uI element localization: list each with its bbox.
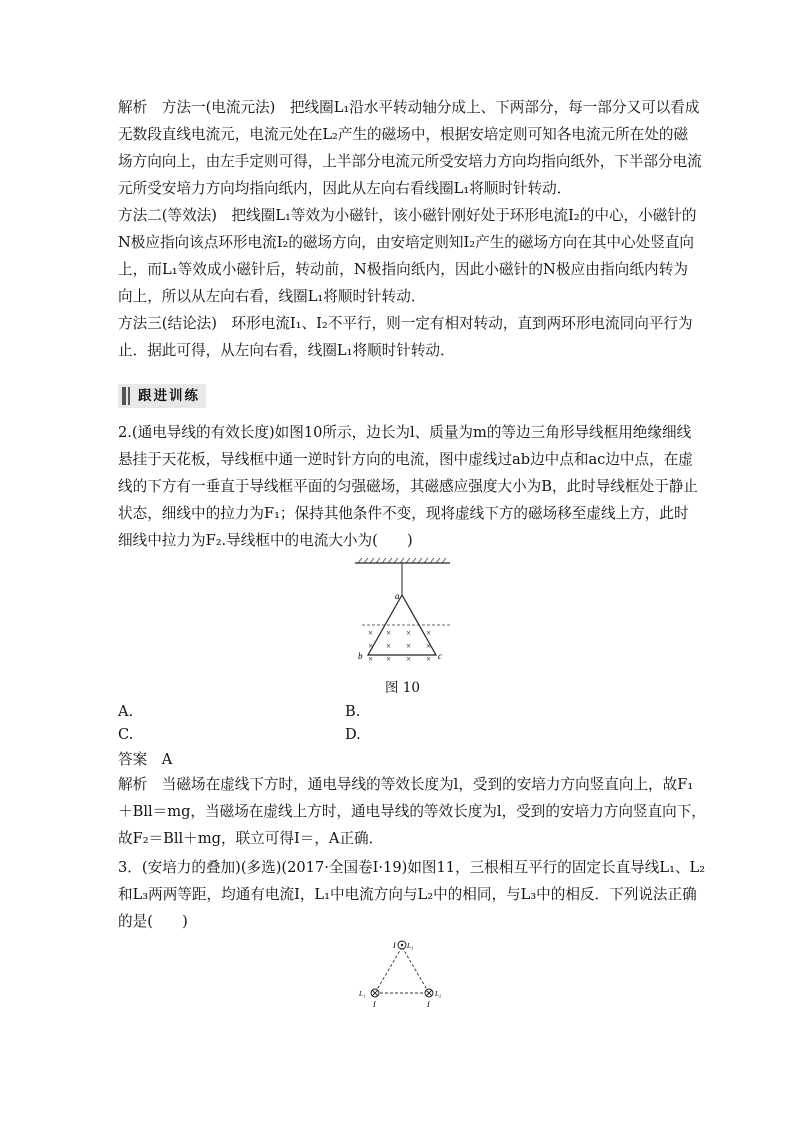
tag-bar-icon	[128, 387, 130, 405]
question-line: 2.(通电导线的有效长度)如图10所示，边长为l、质量为m的等边三角形导线框用绝缘细线	[118, 424, 692, 441]
cross-icon: ×	[386, 628, 392, 638]
analysis-line: 无数段直线电流元，电流元处在L₂产生的磁场中，根据安培定则可知各电流元所在处的磁	[118, 126, 689, 143]
fig-label-c: c	[438, 651, 442, 661]
cross-icon: ×	[368, 641, 374, 651]
question-line: 和L₃两两等距，均通有电流I，L₁中电流方向与L₂中的相同，与L₃中的相反．下列说法正确	[118, 886, 697, 903]
cross-icon: ×	[386, 654, 392, 664]
question-line: 的是( )	[118, 913, 188, 930]
analysis-line: 方法三(结论法) 环形电流I₁、I₂不平行，则一定有相对转动，直到两环形电流同向平行为	[118, 315, 693, 332]
cross-icon: ×	[386, 641, 392, 651]
analysis-line: 故F₂＝Bll＋mg，联立可得I＝，A正确．	[118, 830, 384, 847]
question-line: 细线中拉力为F₂.导线框中的电流大小为( )	[118, 532, 413, 549]
tag-bar-icon	[122, 387, 126, 405]
option-c: C.	[118, 726, 134, 743]
analysis-line: 方法二(等效法) 把线圈L₁等效为小磁针，该小磁针刚好处于环形电流I₂的中心，小磁针的	[118, 207, 697, 224]
analysis-line: N极应指向该点环形电流I₂的磁场方向，由安培定则知I₂产生的磁场方向在其中心处竖直向	[118, 234, 694, 251]
analysis-line: 止．据此可得，从左向右看，线圈L₁将顺时针转动．	[118, 342, 455, 359]
cross-icon: ×	[368, 628, 374, 638]
question-line: 悬挂于天花板，导线框中通一逆时针方向的电流，图中虚线过ab边中点和ac边中点，在虚	[118, 451, 693, 468]
magnetic-field-crosses	[368, 628, 431, 664]
cross-icon: ×	[406, 641, 412, 651]
fig-label-I: I	[427, 1000, 430, 1009]
analysis-line: 上，而L₁等效成小磁针后，转动前，N极指向纸内，因此小磁针的N极应由指向纸内转为	[118, 261, 688, 278]
option-a: A.	[118, 703, 134, 720]
cross-icon: ×	[406, 654, 412, 664]
analysis-line: 向上，所以从左向右看，线圈L₁将顺时针转动．	[118, 288, 426, 305]
fig-label-a: a	[395, 591, 400, 601]
question-line: 状态，细线中的拉力为F₁；保持其他条件不变，现将虚线下方的磁场移至虚线上方，此时	[118, 505, 689, 522]
section-tag-label: 跟进训练	[138, 388, 200, 404]
fig-label-L1: L₁	[359, 990, 366, 998]
option-b: B.	[345, 703, 361, 720]
fig-label-L3: L₃	[407, 942, 414, 950]
figure-11	[355, 935, 455, 1010]
figure-10	[350, 555, 460, 670]
fig-label-b: b	[358, 651, 363, 661]
analysis-line: 解析 当磁场在虚线下方时，通电导线的等效长度为l，受到的安培力方向竖直向上，故F₁	[118, 776, 694, 793]
cross-icon: ×	[406, 628, 412, 638]
cross-icon: ×	[426, 628, 432, 638]
analysis-line: 元所受安培力方向均指向纸内，因此从左向右看线圈L₁将顺时针转动．	[118, 180, 572, 197]
section-tag	[118, 384, 206, 408]
figure-10-caption: 图 10	[385, 680, 420, 696]
answer-line: 答案 A	[118, 751, 173, 768]
question-line: 3．(安培力的叠加)(多选)(2017·全国卷Ⅰ·19)如图11，三根相互平行的固定长直导线L₁、L₂	[118, 859, 706, 876]
question-line: 线的下方有一垂直于导线框平面的匀强磁场，其磁感应强度大小为B，此时导线框处于静止	[118, 478, 698, 495]
fig-label-L2: L₂	[435, 990, 442, 998]
cross-icon: ×	[368, 654, 374, 664]
cross-icon: ×	[426, 641, 432, 651]
cross-icon: ×	[426, 654, 432, 664]
fig-label-I: I	[373, 1000, 376, 1009]
analysis-line: 场方向向上，由左手定则可得，上半部分电流元所受安培力方向均指向纸外，下半部分电流	[118, 153, 702, 170]
option-d: D.	[345, 726, 361, 743]
analysis-line: ＋Bll＝mg，当磁场在虚线上方时，通电导线的等效长度为l，受到的安培力方向竖直向下，	[118, 803, 706, 820]
fig-label-I: I	[393, 941, 396, 950]
analysis-line: 解析 方法一(电流元法) 把线圈L₁沿水平转动轴分成上、下两部分，每一部分又可以看成	[118, 99, 700, 116]
